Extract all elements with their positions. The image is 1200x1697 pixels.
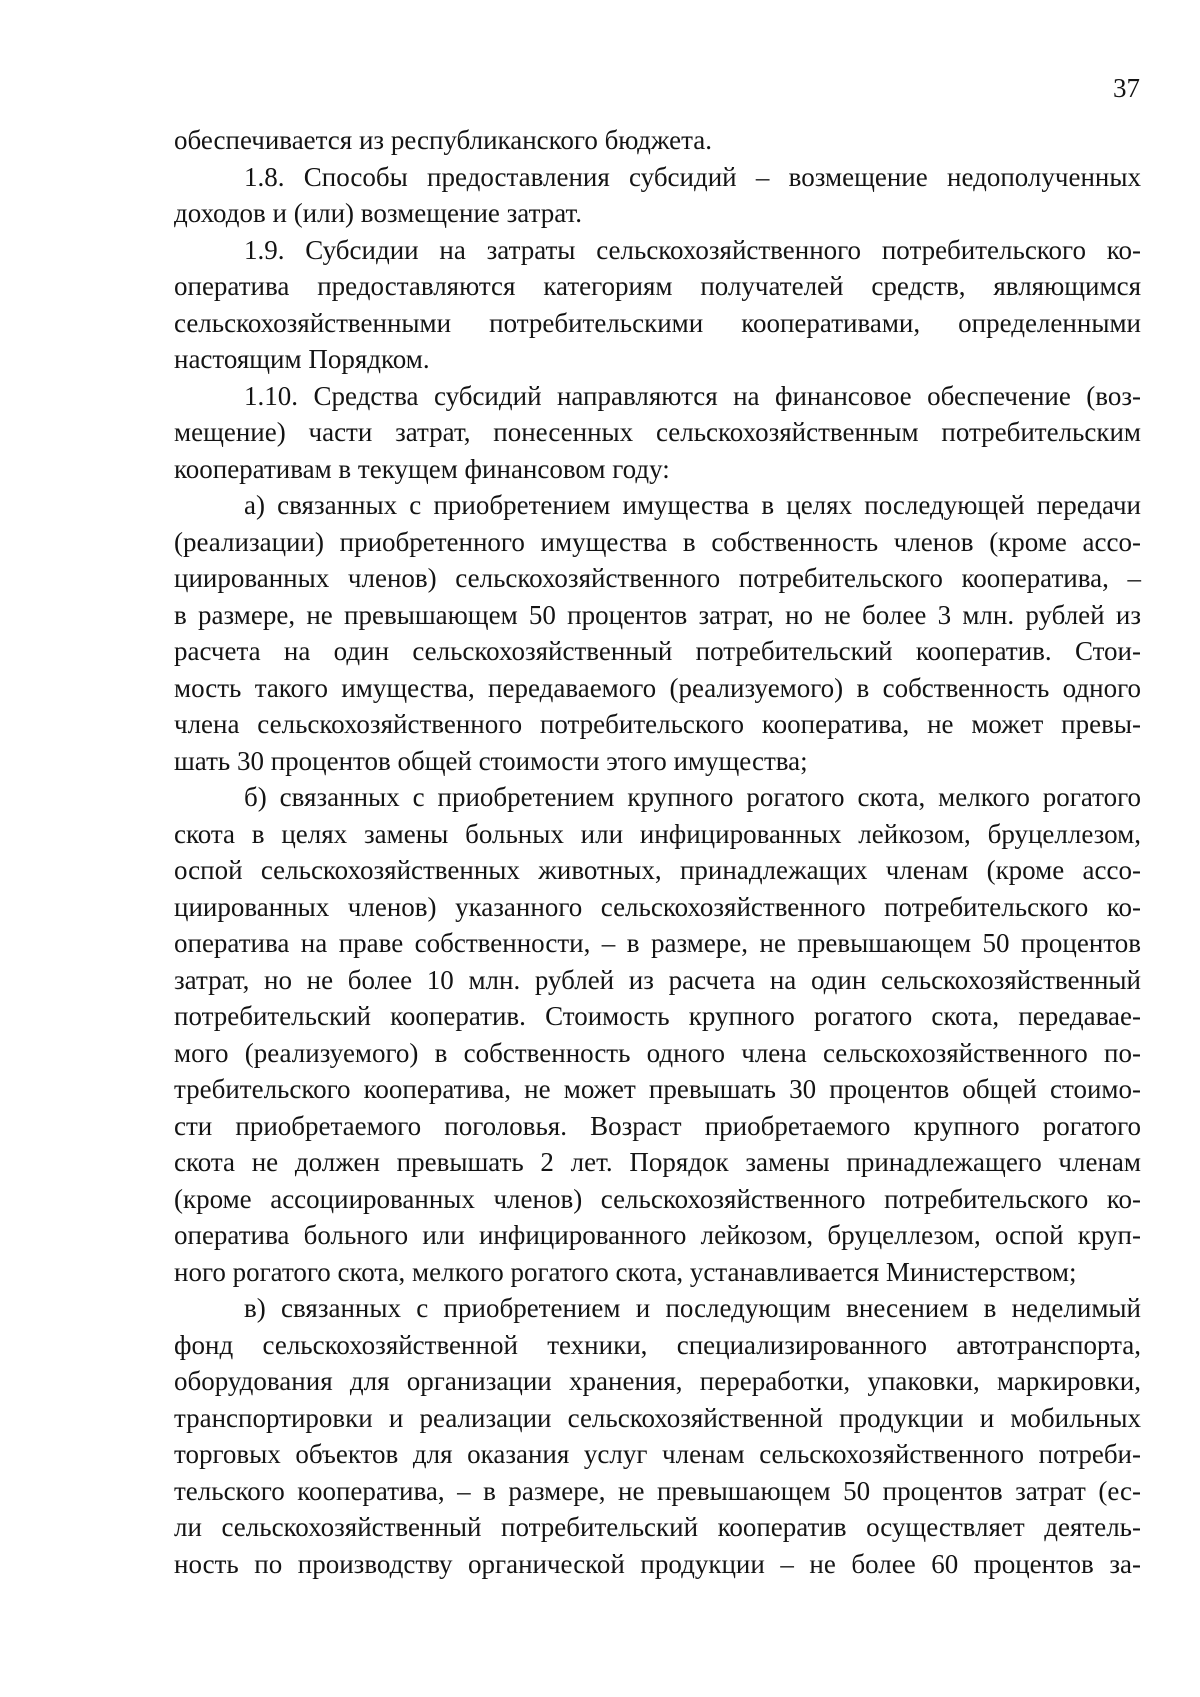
- text-line: фонд сельскохозяйственной техники, специализированного автотранспорта,: [174, 1329, 1141, 1360]
- text-line: сельскохозяйственными потребительскими кооперативами, определенными: [174, 307, 1141, 338]
- text-line: оборудования для организации хранения, переработки, упаковки, маркировки,: [174, 1366, 1141, 1396]
- text-line: ного рогатого скота, мелкого рогатого скота, устанавливается Министерством;: [174, 1256, 1077, 1287]
- text-line: оператива больного или инфицированного лейкозом, бруцеллезом, оспой круп-: [174, 1220, 1141, 1250]
- text-line: циированных членов) указанного сельскохозяйственного потребительского ко-: [174, 891, 1141, 922]
- text-line: оператива на праве собственности, – в размере, не превышающем 50 процентов: [174, 928, 1141, 958]
- text-line: в размере, не превышающем 50 процентов затрат, но не более 3 млн. рублей из: [174, 599, 1141, 630]
- document-body: [174, 122, 1141, 1582]
- text-line: скота не должен превышать 2 лет. Порядок замены принадлежащего членам: [174, 1147, 1141, 1177]
- text-line: настоящим Порядком.: [174, 344, 430, 374]
- text-line: тельского кооператива, – в размере, не превышающем 50 процентов затрат (ес-: [174, 1475, 1141, 1506]
- text-line: 1.9. Субсидии на затраты сельскохозяйственного потребительского ко-: [244, 234, 1141, 265]
- text-line: доходов и (или) возмещение затрат.: [174, 198, 583, 228]
- page-number: 37: [1113, 73, 1140, 103]
- text-line: шать 30 процентов общей стоимости этого имущества;: [174, 745, 808, 776]
- text-line: циированных членов) сельскохозяйственного потребительского кооператива, –: [174, 563, 1141, 593]
- text-line: мещение) части затрат, понесенных сельскохозяйственным потребительским: [174, 417, 1141, 447]
- text-line: оператива предоставляются категориям получателей средств, являющимся: [174, 271, 1141, 301]
- text-line: б) связанных с приобретением крупного рогатого скота, мелкого рогатого: [244, 782, 1141, 812]
- text-line: 1.10. Средства субсидий направляются на финансовое обеспечение (воз-: [244, 380, 1141, 411]
- text-line: транспортировки и реализации сельскохозяйственной продукции и мобильных: [174, 1402, 1141, 1433]
- text-line: обеспечивается из республиканского бюджета.: [174, 125, 712, 155]
- text-line: в) связанных с приобретением и последующим внесением в неделимый: [244, 1293, 1141, 1323]
- text-line: (реализации) приобретенного имущества в собственность членов (кроме ассо-: [174, 526, 1141, 557]
- text-line: требительского кооператива, не может превышать 30 процентов общей стоимо-: [174, 1074, 1141, 1104]
- text-line: оспой сельскохозяйственных животных, принадлежащих членам (кроме ассо-: [174, 855, 1141, 885]
- text-line: мого (реализуемого) в собственность одного члена сельскохозяйственного по-: [174, 1037, 1141, 1068]
- text-line: скота в целях замены больных или инфицированных лейкозом, бруцеллезом,: [174, 818, 1141, 849]
- text-line: (кроме ассоциированных членов) сельскохозяйственного потребительского ко-: [174, 1183, 1141, 1214]
- text-line: затрат, но не более 10 млн. рублей из расчета на один сельскохозяйственный: [174, 964, 1141, 995]
- text-line: 1.8. Способы предоставления субсидий – возмещение недополученных: [244, 161, 1141, 192]
- text-line: члена сельскохозяйственного потребительского кооператива, не может превы-: [174, 709, 1141, 739]
- text-line: потребительский кооператив. Стоимость крупного рогатого скота, передавае-: [174, 1001, 1141, 1031]
- text-line: кооперативам в текущем финансовом году:: [174, 453, 670, 484]
- text-line: ли сельскохозяйственный потребительский кооператив осуществляет деятель-: [174, 1512, 1141, 1542]
- text-line: торговых объектов для оказания услуг членам сельскохозяйственного потреби-: [174, 1439, 1141, 1469]
- text-line: мость такого имущества, передаваемого (реализуемого) в собственность одного: [174, 672, 1141, 703]
- text-line: сти приобретаемого поголовья. Возраст приобретаемого крупного рогатого: [174, 1110, 1141, 1141]
- text-line: расчета на один сельскохозяйственный потребительский кооператив. Стои-: [174, 636, 1141, 666]
- text-line: а) связанных с приобретением имущества в целях последующей передачи: [244, 490, 1141, 520]
- text-line: ность по производству органической продукции – не более 60 процентов за-: [174, 1548, 1141, 1579]
